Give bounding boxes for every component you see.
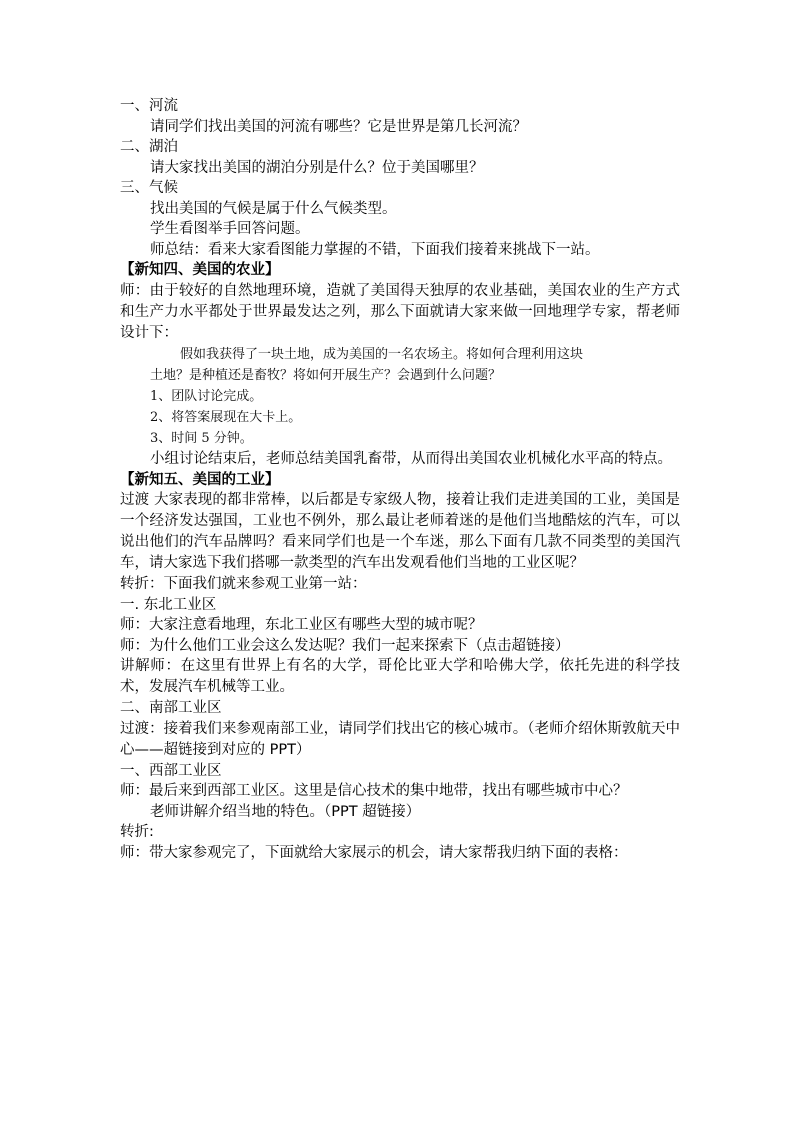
- agriculture-task-item-3: 3、时间 5 分钟。: [150, 430, 253, 446]
- agriculture-task-item-2: 2、将答案展现在大卡上。: [150, 409, 302, 425]
- heading-lakes: 二、湖泊: [120, 139, 178, 155]
- question-climate-1: 找出美国的气候是属于什么气候类型。: [150, 200, 397, 217]
- document-body: [120, 96, 680, 863]
- agriculture-intro: 师：由于较好的自然地理环境，造就了美国得天独厚的农业基础，美国农业的生产方式和生产力水平都处于世界最发达之列，那么下面就请大家来做一回地理学专家，帮老师设计下：: [120, 282, 680, 341]
- section-title-industry: 【新知五、美国的工业】: [120, 471, 280, 488]
- northeast-title: 一. 东北工业区: [120, 596, 217, 613]
- heading-rivers: 一、河流: [120, 98, 178, 114]
- northeast-question-2: 师：为什么他们工业会这么发达呢？我们一起来探索下（点击超链接）: [120, 637, 570, 654]
- question-climate-2: 学生看图举手回答问题。: [150, 221, 310, 237]
- agriculture-task-item-1: 1、团队讨论完成。: [150, 388, 263, 404]
- west-question: 师：最后来到西部工业区。这里是信心技术的集中地带，找出有哪些城市中心？: [120, 783, 628, 799]
- question-climate-3: 师总结：看来大家看图能力掌握的不错，下面我们接着来挑战下一站。: [150, 241, 600, 258]
- question-rivers: 请同学们找出美国的河流有哪些？它是世界是第几长河流？: [150, 118, 527, 135]
- industry-transition: 过渡 大家表现的都非常棒，以后都是专家级人物，接着让我们走进美国的工业，美国是一个经济发达强国，工业也不例外，那么最让老师着迷的是他们当地酷炫的汽车，可以说出他们的汽车品牌吗？看来同学们也是一个车迷，那么下面有几款不同类型的美国汽车，请大家选下我们搭哪一款类型的汽车出发观看他们当地的工业区呢？: [120, 492, 680, 571]
- heading-climate: 三、气候: [120, 180, 178, 196]
- turn-2: 转折:: [120, 824, 154, 840]
- question-lakes: 请大家找出美国的湖泊分别是什么？位于美国哪里？: [150, 159, 484, 176]
- west-explanation: 老师讲解介绍当地的特色。（PPT 超链接）: [150, 803, 421, 820]
- agriculture-task-line-2: 土地？是种植还是畜牧？将如何开展生产？会遇到什么问题？: [150, 367, 502, 383]
- west-title: 一、西部工业区: [120, 762, 222, 779]
- final-instruction: 师：带大家参观完了，下面就给大家展示的机会，请大家帮我归纳下面的表格：: [120, 844, 628, 861]
- northeast-question-1: 师：大家注意看地理，东北工业区有哪些大型的城市呢？: [120, 617, 483, 633]
- industry-turn-1: 转折：下面我们就来参观工业第一站：: [120, 576, 367, 592]
- south-title: 二、南部工业区: [120, 700, 222, 716]
- agriculture-task-line-1: 假如我获得了一块土地，成为美国的一名农场主。将如何合理利用这块: [180, 346, 584, 362]
- northeast-explanation: 讲解师：在这里有世界上有名的大学，哥伦比亚大学和哈佛大学，依托先进的科学技术，发展汽车机械等工业。: [120, 658, 680, 695]
- agriculture-summary: 小组讨论结束后，老师总结美国乳畜带，从而得出美国农业机械化水平高的特点。: [150, 450, 672, 467]
- south-transition: 过渡：接着我们来参观南部工业，请同学们找出它的核心城市。（老师介绍休斯敦航天中心——超链接到对应的 PPT）: [120, 720, 680, 758]
- section-title-agriculture: 【新知四、美国的农业】: [120, 262, 280, 278]
